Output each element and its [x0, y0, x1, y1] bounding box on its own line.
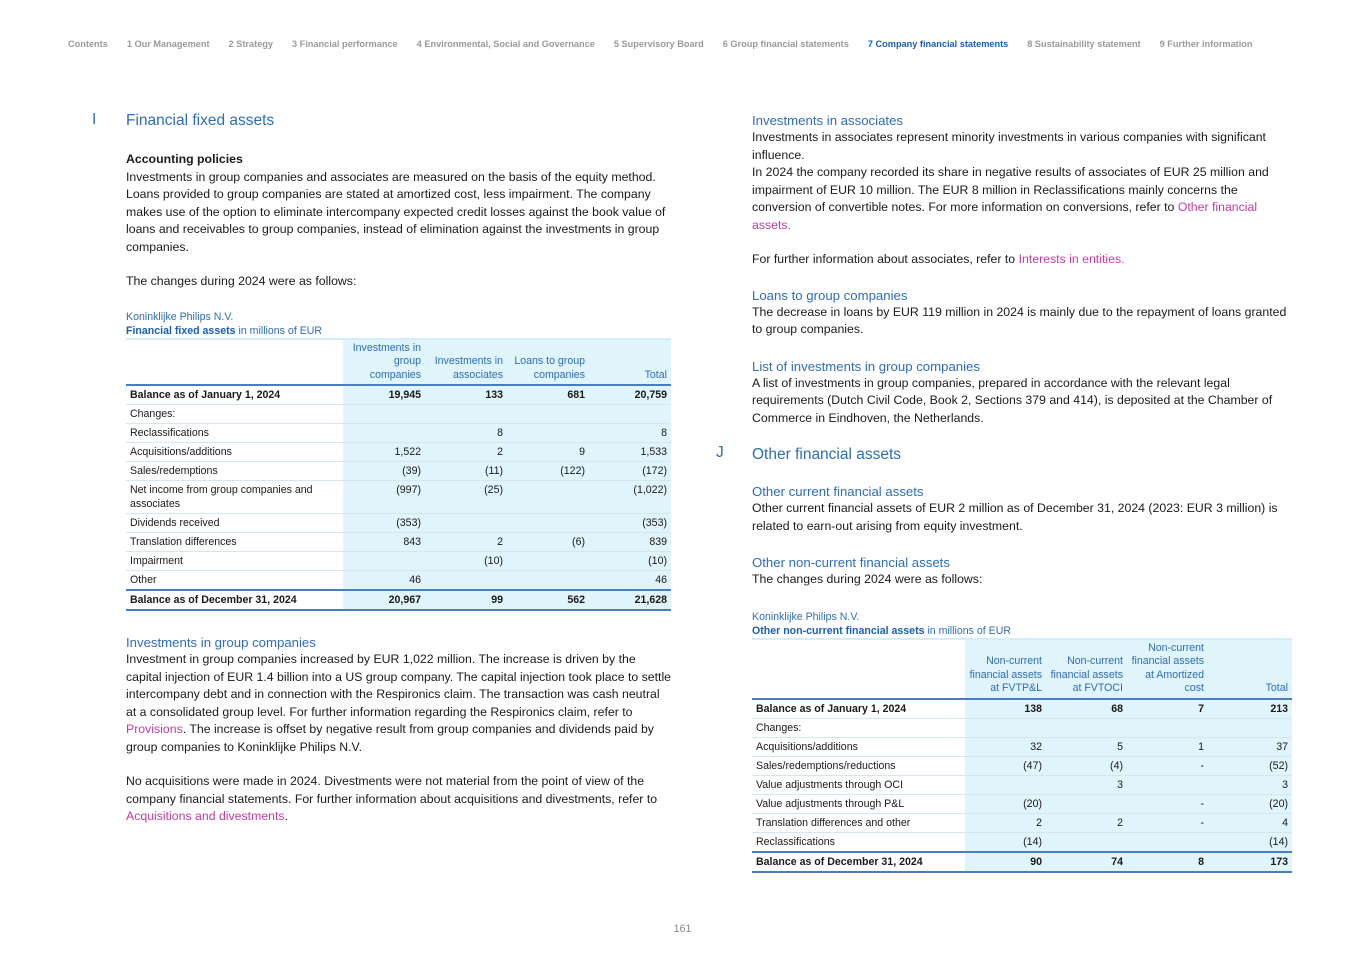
accounting-policies-text: Investments in group companies and associates are measured on the basis of the equity method. Loans provided to group companies are stated at amortized cost, less impairment. The company makes use of the option to eliminate intercompany expected credit losses against the book value of loans and receivables to group companies, instead of elimination against the investments in group companies.	[126, 169, 666, 254]
row-value: 19,945	[343, 385, 425, 405]
row-value: 99	[425, 590, 507, 610]
row-value: (14)	[1208, 832, 1292, 852]
table-row	[126, 481, 671, 514]
table-row	[126, 552, 671, 571]
row-value: (11)	[425, 462, 507, 481]
row-value: 3	[1046, 775, 1127, 794]
row-value: 46	[343, 571, 425, 591]
row-value: (39)	[343, 462, 425, 481]
row-value: (6)	[507, 533, 589, 552]
row-value	[1046, 794, 1127, 813]
row-label: Acquisitions/additions	[126, 443, 343, 462]
section-letter-i: I	[92, 111, 97, 128]
row-label: Reclassifications	[752, 832, 965, 852]
text-segment: For further information about associates, refer to	[752, 252, 1019, 266]
nav-sustainability-statement[interactable]: 8 Sustainability statement	[1027, 39, 1141, 49]
nav-strategy[interactable]: 2 Strategy	[228, 39, 273, 49]
row-value: 1,533	[589, 443, 671, 462]
row-value: 1	[1127, 737, 1208, 756]
row-label: Sales/redemptions	[126, 462, 343, 481]
changes-intro-text: The changes during 2024 were as follows:	[126, 274, 357, 288]
row-value	[425, 514, 507, 533]
table-company-name: Koninklijke Philips N.V.	[126, 310, 234, 323]
accounting-policies-heading: Accounting policies	[126, 152, 243, 166]
table-row	[752, 756, 1292, 775]
nav-group-financial-statements[interactable]: 6 Group financial statements	[722, 39, 849, 49]
page-number: 161	[673, 923, 692, 935]
table-row	[126, 514, 671, 533]
table-row	[126, 405, 671, 424]
table-row	[126, 443, 671, 462]
header-col: Loans to group companies	[507, 339, 589, 386]
row-value	[589, 405, 671, 424]
row-value	[507, 552, 589, 571]
row-value: 7	[1127, 699, 1208, 719]
header-col: Total	[1208, 639, 1292, 699]
row-value: 8	[589, 424, 671, 443]
row-value: 2	[965, 813, 1046, 832]
row-value: (20)	[1208, 794, 1292, 813]
row-value	[1046, 718, 1127, 737]
header-col: Investments in group companies	[343, 339, 425, 386]
row-value: 68	[1046, 699, 1127, 719]
row-value	[1208, 718, 1292, 737]
table-row	[126, 462, 671, 481]
header-col: Investments in associates	[425, 339, 507, 386]
row-value: (20)	[965, 794, 1046, 813]
investments-associates-heading: Investments in associates	[752, 113, 903, 128]
row-value: (1,022)	[589, 481, 671, 514]
row-value: (10)	[589, 552, 671, 571]
row-value: -	[1127, 794, 1208, 813]
row-label: Translation differences	[126, 533, 343, 552]
row-label: Value adjustments through P&L	[752, 794, 965, 813]
row-value: 4	[1208, 813, 1292, 832]
nav-company-financial-statements[interactable]: 7 Company financial statements	[867, 39, 1009, 49]
other-noncurrent-financial-assets-heading: Other non-current financial assets	[752, 555, 950, 570]
nav-further-information[interactable]: 9 Further information	[1159, 39, 1253, 49]
row-value: 2	[425, 443, 507, 462]
table-row	[126, 533, 671, 552]
chapter-navigation	[68, 39, 1272, 49]
row-label: Reclassifications	[126, 424, 343, 443]
row-value: 2	[425, 533, 507, 552]
financial-fixed-assets-table	[126, 338, 671, 612]
row-value: (997)	[343, 481, 425, 514]
row-value: 46	[589, 571, 671, 591]
other-noncurrent-financial-assets-table	[752, 638, 1292, 873]
row-label: Impairment	[126, 552, 343, 571]
list-investments-heading: List of investments in group companies	[752, 358, 980, 374]
header-label	[752, 639, 965, 699]
table-row	[752, 737, 1292, 756]
row-value	[1127, 775, 1208, 794]
row-value: 74	[1046, 852, 1127, 872]
interests-in-entities-link[interactable]: Interests in entities.	[1018, 252, 1125, 266]
row-value: 843	[343, 533, 425, 552]
left-column	[126, 110, 671, 826]
row-value	[343, 424, 425, 443]
row-label: Value adjustments through OCI	[752, 775, 965, 794]
right-column	[716, 112, 1292, 873]
acquisitions-text	[126, 773, 671, 826]
text-segment: .	[284, 809, 288, 823]
row-value: 90	[965, 852, 1046, 872]
table-row	[752, 718, 1292, 737]
header-label	[126, 339, 343, 386]
row-value: 138	[965, 699, 1046, 719]
row-value: 173	[1208, 852, 1292, 872]
row-value	[1046, 832, 1127, 852]
row-value: 32	[965, 737, 1046, 756]
row-value: 1,522	[343, 443, 425, 462]
table-row	[752, 794, 1292, 813]
row-value: (47)	[965, 756, 1046, 775]
header-col: Non-current financial assets at FVTP&L	[965, 639, 1046, 699]
associates-text-2	[752, 164, 1292, 234]
row-value: 839	[589, 533, 671, 552]
row-value: 20,759	[589, 385, 671, 405]
row-value: -	[1127, 813, 1208, 832]
row-value: 37	[1208, 737, 1292, 756]
row-value: (353)	[589, 514, 671, 533]
row-value: 20,967	[343, 590, 425, 610]
row-value	[507, 571, 589, 591]
table-caption-bold: Other non-current financial assets	[752, 624, 925, 637]
row-value: (353)	[343, 514, 425, 533]
associates-text-3	[752, 251, 1292, 269]
row-value: (4)	[1046, 756, 1127, 775]
section-letter-j: J	[716, 444, 724, 461]
row-value: 2	[1046, 813, 1127, 832]
other-current-financial-assets-text: Other current financial assets of EUR 2 million as of December 31, 2024 (2023: EUR 3 million) is related to earn-out arising from equity investment.	[752, 501, 1278, 533]
row-value: (10)	[425, 552, 507, 571]
row-value: 213	[1208, 699, 1292, 719]
row-value: 9	[507, 443, 589, 462]
associates-text-1: Investments in associates represent minority investments in various companies with significant influence.	[752, 130, 1266, 162]
row-value: (172)	[589, 462, 671, 481]
row-label: Dividends received	[126, 514, 343, 533]
row-value	[1127, 718, 1208, 737]
row-value	[1127, 832, 1208, 852]
table-row	[752, 699, 1292, 719]
row-value: (25)	[425, 481, 507, 514]
investments-group-companies-text	[126, 651, 671, 756]
row-value: 8	[425, 424, 507, 443]
nav-our-management[interactable]: 1 Our Management	[126, 39, 210, 49]
other-noncurrent-financial-assets-text: The changes during 2024 were as follows:	[752, 572, 983, 586]
row-label: Balance as of January 1, 2024	[126, 385, 343, 405]
row-value: 133	[425, 385, 507, 405]
row-value	[507, 481, 589, 514]
row-value: 21,628	[589, 590, 671, 610]
table-row	[752, 832, 1292, 852]
row-label: Translation differences and other	[752, 813, 965, 832]
row-value: 8	[1127, 852, 1208, 872]
row-label: Changes:	[752, 718, 965, 737]
row-value: -	[1127, 756, 1208, 775]
row-label: Changes:	[126, 405, 343, 424]
row-label: Balance as of December 31, 2024	[752, 852, 965, 872]
nav-esg[interactable]: 4 Environmental, Social and Governance	[416, 39, 595, 49]
header-col: Non-current financial assets at Amortized cost	[1127, 639, 1208, 699]
text-segment: In 2024 the company recorded its share in negative results of associates of EUR 25 million and impairment of EUR 10 million. The EUR 8 million in Reclassifications mainly concerns the conversion of convertible notes. For more information on conversions, refer to	[752, 165, 1269, 214]
table-row	[126, 590, 671, 610]
row-label: Other	[126, 571, 343, 591]
row-value	[965, 775, 1046, 794]
row-value: (14)	[965, 832, 1046, 852]
header-col: Total	[589, 339, 671, 386]
row-value: 3	[1208, 775, 1292, 794]
loans-text: The decrease in loans by EUR 119 million in 2024 is mainly due to the repayment of loans granted to group companies.	[752, 304, 1287, 336]
row-value	[507, 424, 589, 443]
investments-group-companies-heading: Investments in group companies	[126, 635, 316, 650]
table-row	[752, 852, 1292, 872]
row-value	[425, 571, 507, 591]
section-title-financial-fixed-assets: Financial fixed assets	[126, 112, 275, 129]
row-value	[507, 405, 589, 424]
row-value	[343, 405, 425, 424]
row-value	[507, 514, 589, 533]
row-value: 5	[1046, 737, 1127, 756]
table-header-row	[126, 339, 671, 386]
table-caption-unit: in millions of EUR	[924, 624, 1012, 637]
section-title-other-financial-assets: Other financial assets	[752, 446, 902, 463]
text-segment: . The increase is offset by negative result from group companies and dividends paid by group companies to Koninklijke Philips N.V.	[126, 722, 654, 754]
row-value	[343, 552, 425, 571]
table-row	[126, 571, 671, 591]
nav-supervisory-board[interactable]: 5 Supervisory Board	[613, 39, 704, 49]
loans-heading: Loans to group companies	[752, 287, 908, 303]
text-segment: No acquisitions were made in 2024. Divestments were not material from the point of view of the company financial statements. For further information about acquisitions and divestments, refer to	[126, 774, 658, 806]
row-label: Sales/redemptions/reductions	[752, 756, 965, 775]
row-label: Balance as of December 31, 2024	[126, 590, 343, 610]
table-caption-bold: Financial fixed assets	[126, 324, 236, 337]
table-header-row	[752, 639, 1292, 699]
table-row	[752, 813, 1292, 832]
table-company-name: Koninklijke Philips N.V.	[752, 610, 860, 623]
row-value: 562	[507, 590, 589, 610]
provisions-link[interactable]: Provisions	[126, 722, 183, 736]
table-caption	[126, 324, 671, 338]
acquisitions-divestments-link[interactable]: Acquisitions and divestments	[126, 809, 285, 823]
nav-contents[interactable]: Contents	[68, 39, 108, 49]
table-row	[752, 775, 1292, 794]
table-caption-unit: in millions of EUR	[235, 324, 323, 337]
header-col: Non-current financial assets at FVTOCI	[1046, 639, 1127, 699]
row-value: (122)	[507, 462, 589, 481]
row-value	[965, 718, 1046, 737]
other-current-financial-assets-heading: Other current financial assets	[752, 484, 924, 499]
table-row	[126, 424, 671, 443]
row-label: Balance as of January 1, 2024	[752, 699, 965, 719]
other-financial-assets-link[interactable]: Other financial assets.	[752, 200, 1258, 232]
row-value	[425, 405, 507, 424]
row-label: Net income from group companies and associates	[126, 481, 343, 514]
row-label: Acquisitions/additions	[752, 737, 965, 756]
list-investments-text: A list of investments in group companies, prepared in accordance with the relevant legal requirements (Dutch Civil Code, Book 2, Sections 379 and 414), is deposited at the Chamber of Commerce in Eindhoven, the Netherlands.	[752, 375, 1273, 425]
row-value: 681	[507, 385, 589, 405]
table-row	[126, 385, 671, 405]
table-caption	[752, 624, 1292, 638]
row-value: (52)	[1208, 756, 1292, 775]
nav-financial-performance[interactable]: 3 Financial performance	[291, 39, 398, 49]
text-segment: Investment in group companies increased by EUR 1,022 million. The increase is driven by the capital injection of EUR 1.4 billion into a US group company. The capital injection took place to settle intercompany debt and in connection with the Respironics claim. The transaction was cash neutral at a consolidated group level. For further information regarding the Respironics claim, refer to	[126, 652, 672, 719]
